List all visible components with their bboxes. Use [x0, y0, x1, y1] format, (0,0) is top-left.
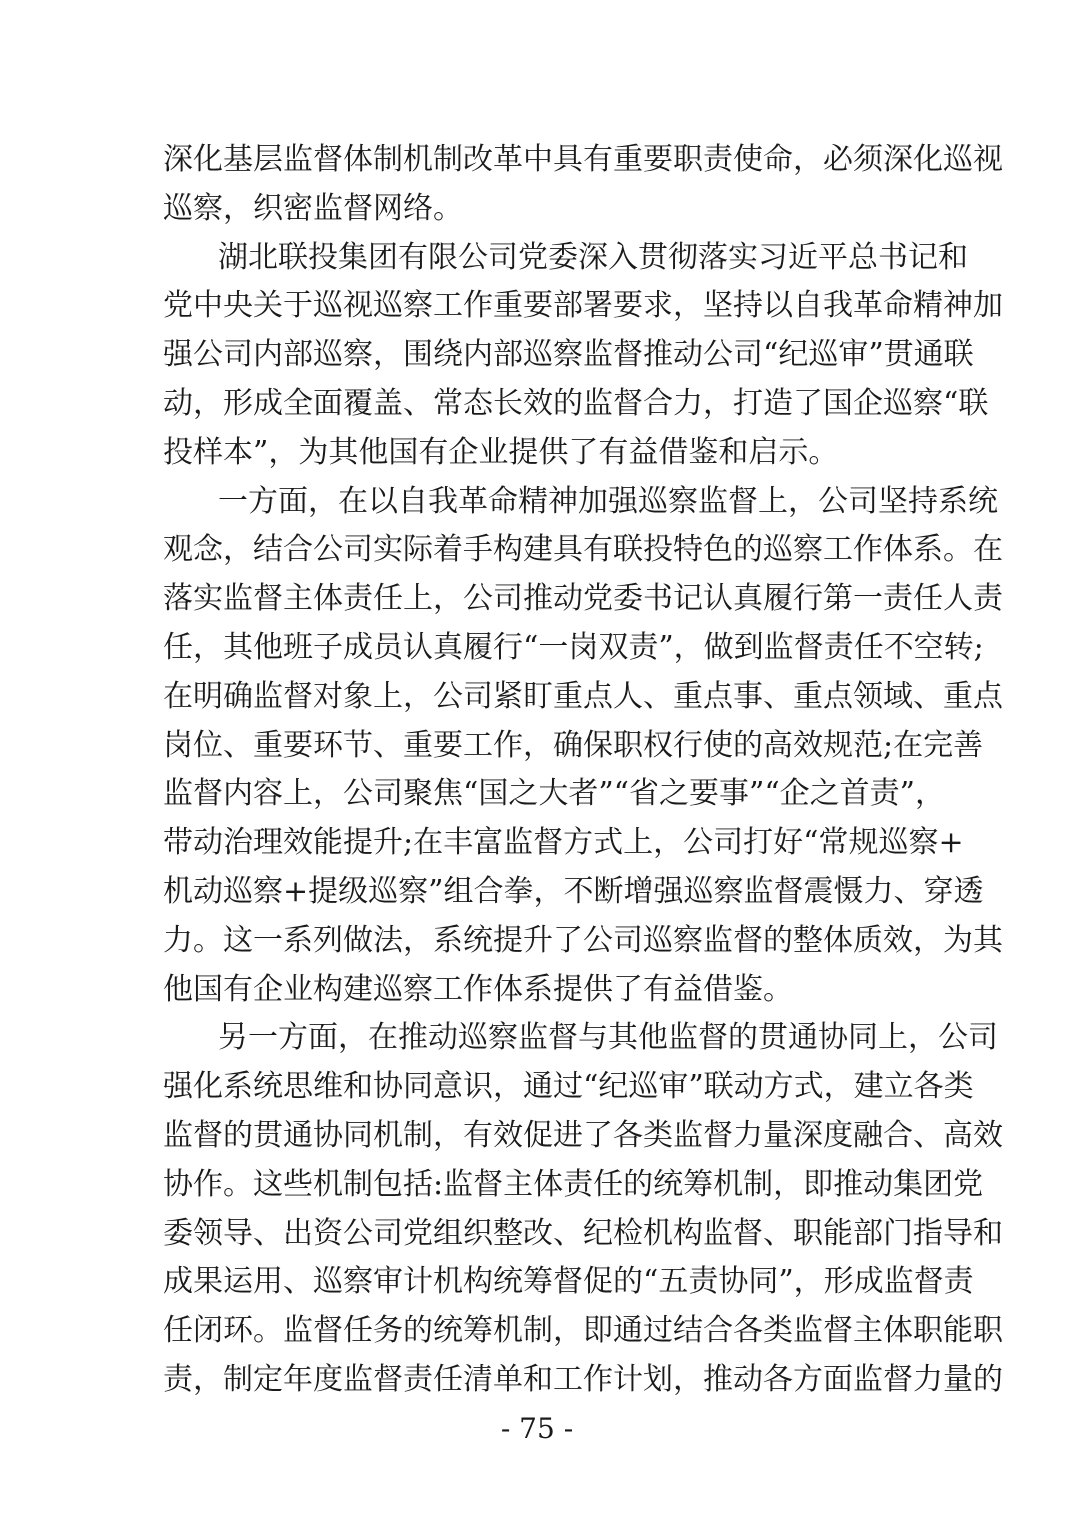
text-line: 力。这一系列做法，系统提升了公司巡察监督的整体质效，为其	[163, 922, 1003, 958]
text-line: 任，其他班子成员认真履行“一岗双责”，做到监督责任不空转;	[163, 630, 984, 665]
text-line: 动，形成全面覆盖、常态长效的监督合力，打造了国企巡察“联	[163, 386, 989, 421]
text-line: 监督内容上，公司聚焦“国之大者”“省之要事”“企之首责”，	[163, 776, 946, 812]
text-line: 落实监督主体责任上，公司推动党委书记认真履行第一责任人责	[163, 581, 1003, 617]
text-line: 一方面，在以自我革命精神加强巡察监督上，公司坚持系统	[218, 483, 998, 519]
page-number: - 75 -	[500, 1412, 574, 1445]
text-line: 协作。这些机制包括:监督主体责任的统筹机制，即推动集团党	[163, 1166, 984, 1202]
text-line: 党中央关于巡视巡察工作重要部署要求，坚持以自我革命精神加	[163, 288, 1003, 324]
text-line: 在明确监督对象上，公司紧盯重点人、重点事、重点领域、重点	[163, 678, 1003, 714]
text-line: 委领导、出资公司党组织整改、纪检机构监督、职能部门指导和	[163, 1215, 1003, 1251]
text-line: 他国有企业构建巡察工作体系提供了有益借鉴。	[163, 971, 793, 1007]
text-line: 强公司内部巡察，围绕内部巡察监督推动公司“纪巡审”贯通联	[163, 337, 974, 373]
text-line: 岗位、重要环节、重要工作，确保职权行使的高效规范;在完善	[163, 727, 984, 763]
text-line: 带动治理效能提升;在丰富监督方式上，公司打好“常规巡察+	[163, 825, 964, 861]
text-line: 另一方面，在推动巡察监督与其他监督的贯通协同上，公司	[218, 1020, 998, 1056]
text-line: 强化系统思维和协同意识，通过“纪巡审”联动方式，建立各类	[163, 1069, 974, 1105]
text-line: 深化基层监督体制机制改革中具有重要职责使命，必须深化巡视	[163, 142, 1003, 177]
text-line: 投样本”，为其他国有企业提供了有益借鉴和启示。	[163, 434, 839, 470]
text-line: 湖北联投集团有限公司党委深入贯彻落实习近平总书记和	[218, 239, 968, 275]
text-line: 机动巡察+提级巡察”组合拳，不断增强巡察监督震慑力、穿透	[163, 874, 984, 909]
text-line: 巡察，织密监督网络。	[163, 190, 463, 226]
text-line: 观念，结合公司实际着手构建具有联投特色的巡察工作体系。在	[163, 532, 1003, 568]
text-line: 成果运用、巡察审计机构统筹督促的“五责协同”，形成监督责	[163, 1264, 974, 1300]
text-line: 监督的贯通协同机制，有效促进了各类监督力量深度融合、高效	[163, 1118, 1003, 1153]
text-line: 责，制定年度监督责任清单和工作计划，推动各方面监督力量的	[163, 1362, 1003, 1397]
text-line: 任闭环。监督任务的统筹机制，即通过结合各类监督主体职能职	[163, 1313, 1003, 1349]
